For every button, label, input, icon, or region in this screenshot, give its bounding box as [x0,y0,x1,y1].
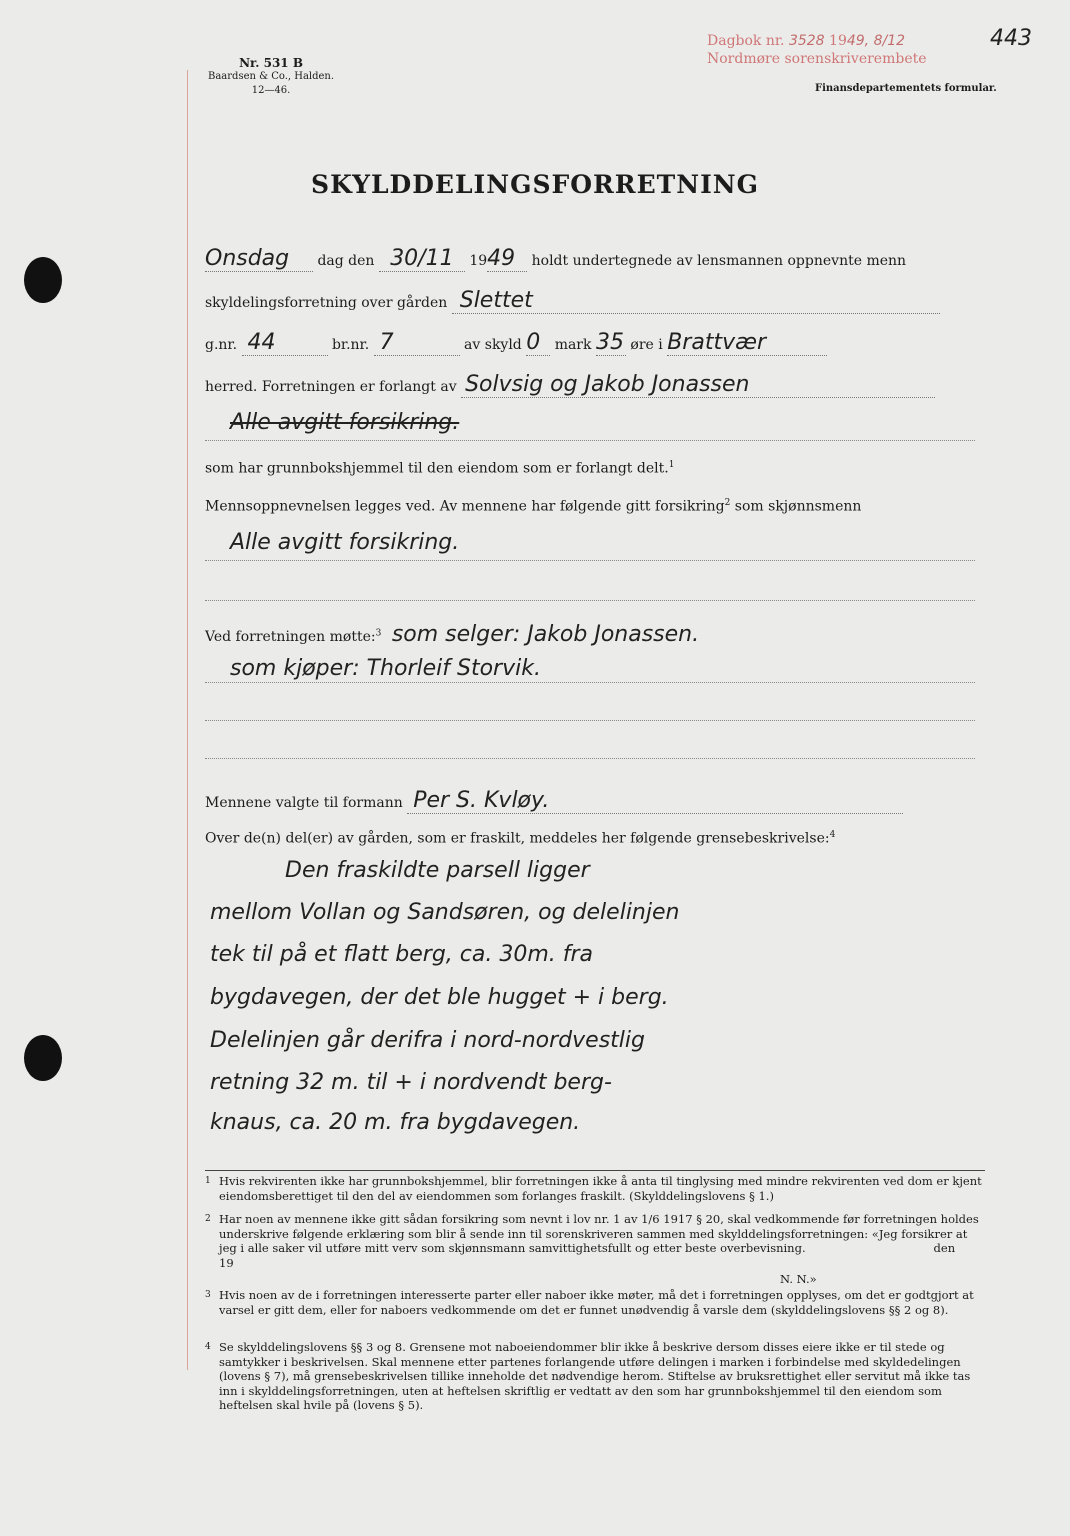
print-date: 12—46. [251,85,291,96]
herred-handwritten: Brattvær [667,330,827,356]
day-label: dag den [317,253,375,269]
date-handwritten: 30/11 [379,246,465,272]
footnote-ref-3: 3 [375,628,382,639]
document-title: SKYLDDELINGSFORRETNING [311,170,759,199]
footnote-signature [780,1272,900,1287]
insurance-handwritten: Alle avgitt forsikring. [230,530,460,555]
skyld-handwritten: 0 [526,330,550,356]
stamp-year: 19 [829,33,847,49]
footnote-number: 1 [205,1176,211,1186]
footnote-number: 4 [205,1342,211,1352]
appointment-rest: som skjønnsmenn [734,498,862,515]
farm-label: skyldelingsforretning over gården [205,295,448,311]
footnote-number: 2 [205,1214,211,1224]
footnote-4 [205,1340,985,1413]
footnote-ref-1: 1 [668,460,675,470]
weekday-handwritten: Onsdag [205,246,313,272]
boundary-line-2: mellom Vollan og Sandsøren, og delelinjen [210,900,680,925]
dotted-line-2 [205,560,975,561]
stamp-office: Nordmøre sorenskriverembete [707,51,927,67]
footnote-text: N. N.» [780,1272,817,1286]
line-cadastre [205,330,980,356]
footnote-text: Se skylddelingslovens §§ 3 og 8. Grensene mot naboeiendommer blir ikke å beskrive dersom disses eiere ikke er til stede og samtykker i beskrivelsen. Skal mennene etter partenes forlangende utføre delingen i marken i forbindelse med skyldedelingen (lovens § 7), må grensebeskrivelsen tillike inneholde det nødvendige herom. Stiftelse av bruksrettighet eller servitut må ikke tas inn i skylddelingsforretningen, uten at heftelsen skriftlig er vedtatt av den som har grunnbokshjemmel til den eiendom som heftelsen skal hvile på (lovens § 5). [219,1340,971,1412]
skyld-label: av skyld [464,337,522,353]
footnote-3 [205,1288,985,1317]
line-title-deed [205,460,980,477]
footnote-2 [205,1212,1029,1270]
footnote-divider [205,1170,985,1171]
boundary-line-4: bygdavegen, der det ble hugget + i berg. [210,985,669,1010]
line-attendees [205,622,980,647]
seller-handwritten: som selger: Jakob Jonassen. [391,622,700,647]
ore-handwritten: 35 [595,330,624,355]
ore-label: øre i [630,337,663,353]
buyer-handwritten: som kjøper: Thorleif Storvik. [230,656,541,681]
boundary-line-1: Den fraskildte parsell ligger [285,858,590,883]
boundary-intro-text: Over de(n) del(er) av gården, som er fraskilt, meddeles her følgende grensebeskrivelse: [205,830,830,847]
title-deed-text: som har grunnbokshjemmel til den eiendom som er forlangt delt. [205,460,669,477]
gnr-handwritten: 44 [242,330,328,356]
dotted-line-6 [205,758,975,759]
boundary-line-3: tek til på et flatt berg, ca. 30m. fra [210,942,594,967]
page-number: 443 [990,26,1032,51]
chairman-label: Mennene valgte til formann [205,795,403,811]
dotted-line-3 [205,600,975,601]
stamp-date-handwritten: 8/12 [873,33,906,49]
boundary-line-5: Delelinjen går derifra i nord-nordvestlig [210,1028,645,1053]
stamp-year-handwritten: 49, [846,33,870,49]
struck-insurance-handwritten: Alle avgitt forsikring. [230,410,460,435]
registry-stamp [707,32,927,68]
bnr-label: br.nr. [331,337,370,353]
chairman-handwritten: Per S. Kvløy. [407,788,903,814]
requester-label: herred. Forretningen er forlangt av [205,379,457,395]
line-requester [205,372,980,398]
boundary-line-7: knaus, ca. 20 m. fra bygdavegen. [210,1110,581,1135]
year-prefix: 19 [469,253,488,269]
dotted-line-1 [205,440,975,441]
requester-handwritten: Solvsig og Jakob Jonassen [461,372,935,398]
line-appointment [205,498,980,515]
line-date [205,246,980,272]
year-handwritten: 49 [487,246,527,272]
footnote-ref-4: 4 [829,830,836,840]
mark-label: mark [554,337,592,353]
form-header-left [208,56,334,98]
date-line-rest: holdt undertegnede av lensmannen oppnevnte menn [531,253,907,269]
line-boundary-intro [205,830,980,847]
dotted-line-4 [205,682,975,683]
footnote-text: Hvis rekvirenten ikke har grunnbokshjemmel, blir forretningen ikke å anta til tinglysing med mindre rekvirenten ved dom er kjent eiendomsberettiget til den del av eiendommen som forlanges fraskilt. (Skylddelingslovens § 1.) [219,1174,982,1203]
form-number: Nr. 531 B [239,56,303,70]
gnr-label: g.nr. [205,337,238,353]
footnote-number: 3 [205,1290,211,1300]
line-chairman [205,788,980,814]
dotted-line-5 [205,720,975,721]
stamp-number: 3528 [788,33,825,49]
appointment-text: Mennsoppnevnelsen legges ved. Av mennene har følgende gitt forsikring [205,498,725,515]
ministry-form-label: Finansdepartementets formular. [815,83,997,94]
bnr-handwritten: 7 [374,330,460,356]
margin-rule [187,70,188,1370]
line-farm [205,288,980,314]
footnote-text: Hvis noen av de i forretningen interesserte parter eller naboer ikke møter, må det i forretningen opplyses, om det er godtgjort at varsel er gitt dem, eller for naboers vedkommende om det er funnet unødvendig å varsle dem (skylddelingslovens §§ 2 og 8). [219,1288,974,1317]
punch-hole-top [24,257,62,303]
farm-name-handwritten: Slettet [452,288,940,314]
footnote-1 [205,1174,985,1203]
attendees-label: Ved forretningen møtte: [205,629,376,645]
boundary-line-6: retning 32 m. til + i nordvendt berg- [210,1070,612,1095]
footnote-ref-2: 2 [724,498,731,508]
punch-hole-bottom [24,1035,62,1081]
footnote-text: Har noen av mennene ikke gitt sådan forsikring som nevnt i lov nr. 1 av 1/6 1917 § 20, skal vedkommende før forretningen holdes underskrive følgende erklæring som blir å sende inn til sorenskriveren sammen med skylddelingsforretningen: «Jeg forsikrer at jeg i alle saker vil utføre mitt verv som skjønnsmann samvittighetsfullt og etter beste overbevisning. den 19 [219,1212,1029,1270]
stamp-label: Dagbok nr. [707,33,785,49]
printer-name: Baardsen & Co., Halden. [208,71,335,82]
